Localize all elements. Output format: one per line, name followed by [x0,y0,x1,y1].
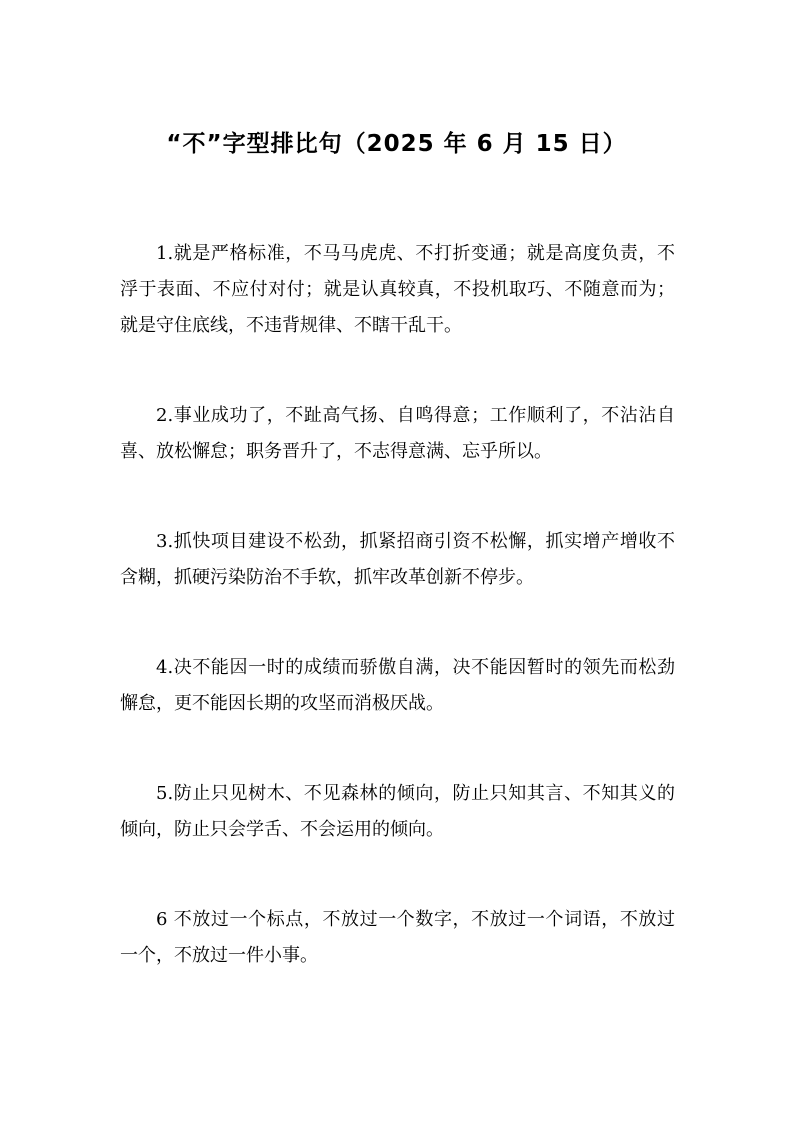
paragraph-3: 3.抓快项目建设不松劲，抓紧招商引资不松懈，抓实增产增收不含糊，抓硬污染防治不手软，抓牢改革创新不停步。 [120,531,675,588]
document-body [120,236,675,1028]
paragraph-1: 1.就是严格标准，不马马虎虎、不打折变通；就是高度负责，不浮于表面、不应付对付；就是认真较真，不投机取巧、不随意而为；就是守住底线，不违背规律、不瞎干乱干。 [120,243,675,336]
paragraph-6: 6 不放过一个标点，不放过一个数字，不放过一个词语，不放过一个，不放过一件小事。 [120,909,675,966]
document-title: “不”字型排比句（2025 年 6 月 15 日） [166,131,627,157]
paragraph-2: 2.事业成功了，不趾高气扬、自鸣得意；工作顺利了，不沾沾自喜、放松懈怠；职务晋升了，不志得意满、忘乎所以。 [120,405,675,462]
paragraph-5: 5.防止只见树木、不见森林的倾向，防止只知其言、不知其义的倾向，防止只会学舌、不会运用的倾向。 [120,783,675,840]
paragraph-4: 4.决不能因一时的成绩而骄傲自满，决不能因暂时的领先而松劲懈怠，更不能因长期的攻坚而消极厌战。 [120,657,675,714]
